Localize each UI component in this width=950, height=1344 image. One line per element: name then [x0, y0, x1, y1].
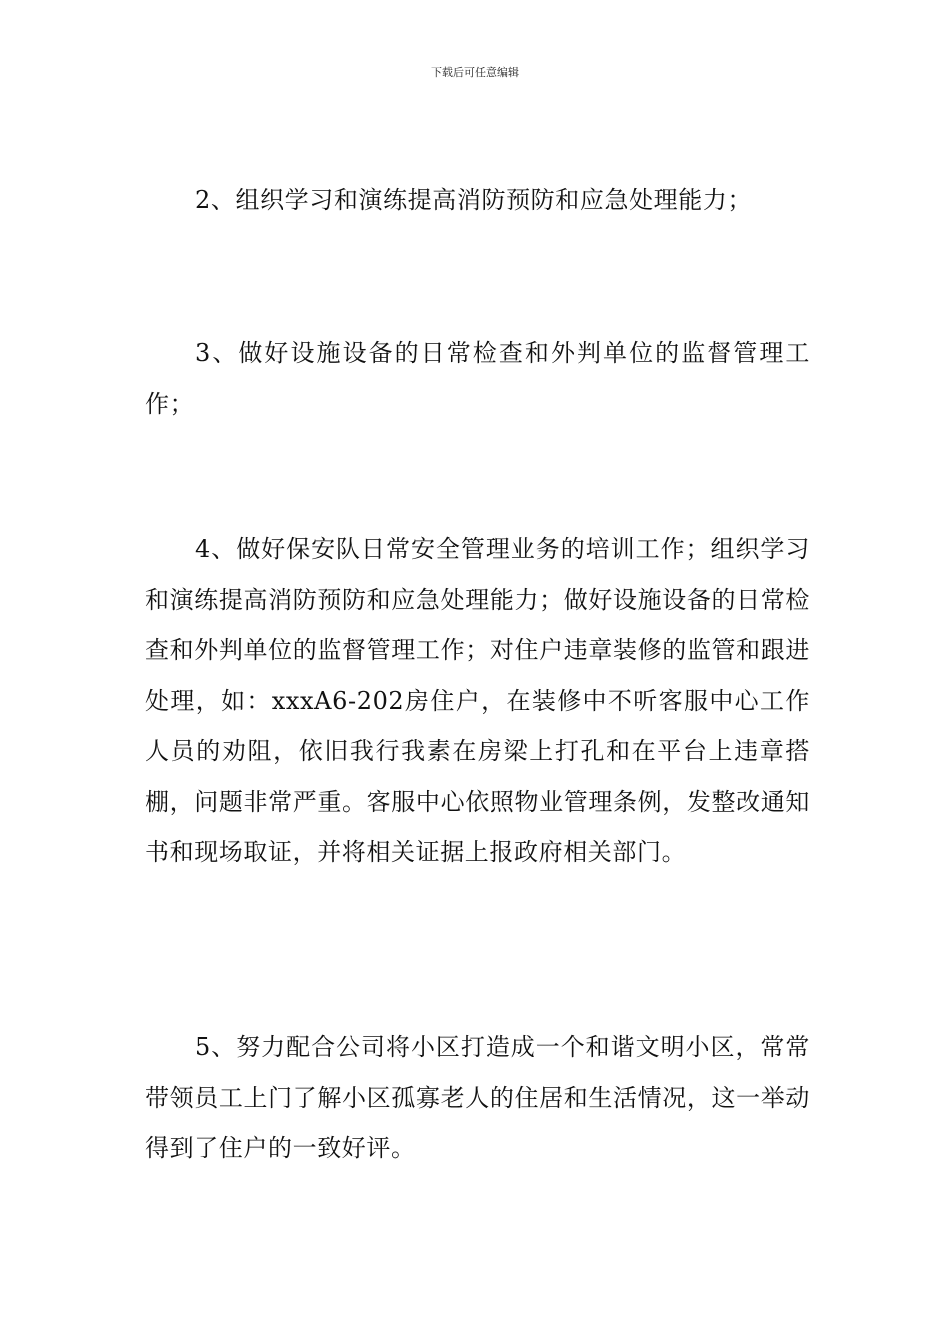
paragraph-item-4: 4、做好保安队日常安全管理业务的培训工作；组织学习和演练提高消防预防和应急处理能力；做好设施设备的日常检查和外判单位的监督管理工作；对住户违章装修的监管和跟进处理，如：xxxA6-202房住户，在装修中不听客服中心工作人员的劝阻，依旧我行我素在房梁上打孔和在平台上违章搭棚，问题非常严重。客服中心依照物业管理条例，发整改通知书和现场取证，并将相关证据上报政府相关部门。	[145, 535, 810, 866]
header-note: 下载后可任意编辑	[431, 66, 519, 79]
paragraph-item-2: 2、组织学习和演练提高消防预防和应急处理能力；	[195, 186, 753, 214]
paragraph-item-3: 3、做好设施设备的日常检查和外判单位的监督管理工作；	[145, 339, 810, 418]
paragraph-item-5: 5、努力配合公司将小区打造成一个和谐文明小区，常常带领员工上门了解小区孤寡老人的住居和生活情况，这一举动得到了住户的一致好评。	[145, 1033, 810, 1162]
